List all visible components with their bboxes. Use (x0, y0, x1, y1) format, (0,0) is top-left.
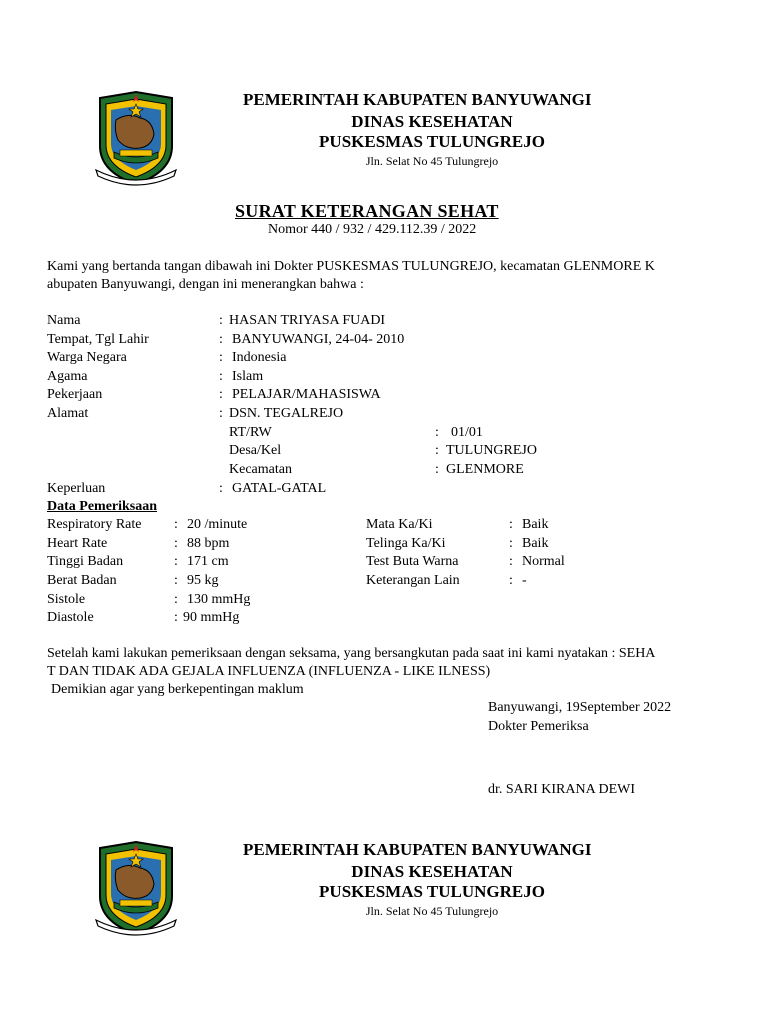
exam-separator: : (509, 554, 513, 569)
purpose-row (0, 481, 768, 499)
letterhead-line-1: PEMERINTAH KABUPATEN BANYUWANGI (243, 840, 592, 859)
field-separator: : (219, 332, 223, 347)
field-label: Nama (47, 313, 81, 328)
intro-line-1: Kami yang bertanda tangan dibawah ini Dokter PUSKESMAS TULUNGREJO, kecamatan GLENMORE K (47, 259, 655, 274)
field-separator: : (219, 313, 223, 328)
identity-row-birth (0, 332, 768, 350)
exam-separator: : (174, 592, 178, 607)
identity-row-address (0, 406, 768, 424)
conclusion-line-2: T DAN TIDAK ADA GEJALA INFLUENZA (INFLUENZA - LIKE ILNESS) (47, 664, 491, 679)
exam-separator: : (509, 517, 513, 532)
letterhead-address: Jln. Selat No 45 Tulungrejo (365, 904, 499, 918)
exam-separator: : (174, 536, 178, 551)
exam-separator: : (174, 610, 178, 625)
field-separator: : (435, 425, 439, 440)
exam-heading: Data Pemeriksaan (47, 499, 158, 514)
exam-value: - (522, 573, 527, 588)
document-number: Nomor 440 / 932 / 429.112.39 / 2022 (268, 222, 477, 237)
field-separator: : (435, 462, 439, 477)
exam-value: 88 bpm (187, 536, 230, 551)
letterhead-address: Jln. Selat No 45 Tulungrejo (365, 154, 499, 168)
field-separator: : (219, 350, 223, 365)
field-separator: : (219, 387, 223, 402)
exam-row (0, 536, 768, 554)
field-value: BANYUWANGI, 24-04- 2010 (232, 332, 405, 347)
exam-label: Keterangan Lain (366, 573, 460, 588)
identity-row-citizenship (0, 350, 768, 368)
exam-separator: : (174, 573, 178, 588)
identity-row-name (0, 313, 768, 331)
field-separator: : (219, 369, 223, 384)
exam-label: Tinggi Badan (47, 554, 124, 569)
field-value: Indonesia (232, 350, 287, 365)
exam-label: Telinga Ka/Ki (366, 536, 446, 551)
exam-value: 95 kg (187, 573, 219, 588)
identity-row-occupation (0, 387, 768, 405)
field-label: Agama (47, 369, 88, 384)
exam-label: Respiratory Rate (47, 517, 142, 532)
field-separator: : (219, 481, 223, 496)
exam-separator: : (509, 536, 513, 551)
exam-value: 20 /minute (187, 517, 248, 532)
field-label: Warga Negara (47, 350, 127, 365)
signature-place-date: Banyuwangi, 19September 2022 (488, 700, 672, 715)
document-title: SURAT KETERANGAN SEHAT (235, 201, 499, 221)
exam-value: Baik (522, 517, 549, 532)
field-label: RT/RW (229, 425, 272, 440)
field-value: Islam (232, 369, 264, 384)
exam-value: 171 cm (187, 554, 229, 569)
field-label: Pekerjaan (47, 387, 103, 402)
exam-label: Test Buta Warna (366, 554, 459, 569)
exam-row (0, 573, 768, 591)
exam-label: Mata Ka/Ki (366, 517, 433, 532)
field-value: 01/01 (451, 425, 483, 440)
exam-label: Berat Badan (47, 573, 117, 588)
exam-value: 90 mmHg (183, 610, 240, 625)
exam-row (0, 592, 380, 610)
field-label: Keperluan (47, 481, 106, 496)
exam-separator: : (509, 573, 513, 588)
field-value: HASAN TRIYASA FUADI (229, 313, 386, 328)
exam-value: 130 mmHg (187, 592, 251, 607)
field-value: DSN. TEGALREJO (229, 406, 344, 421)
exam-label: Heart Rate (47, 536, 108, 551)
exam-separator: : (174, 517, 178, 532)
exam-label: Diastole (47, 610, 94, 625)
exam-value: Baik (522, 536, 549, 551)
field-separator: : (435, 443, 439, 458)
field-value: GATAL-GATAL (232, 481, 327, 496)
field-label: Alamat (47, 406, 89, 421)
field-value: PELAJAR/MAHASISWA (232, 387, 381, 402)
exam-row (0, 517, 768, 535)
address-row-rtrw (0, 425, 768, 443)
field-label: Tempat, Tgl Lahir (47, 332, 149, 347)
conclusion-line-3: Demikian agar yang berkepentingan maklum (51, 682, 304, 697)
field-value: TULUNGREJO (446, 443, 537, 458)
exam-label: Sistole (47, 592, 86, 607)
address-row-kecamatan (0, 462, 768, 480)
exam-separator: : (174, 554, 178, 569)
field-value: GLENMORE (446, 462, 524, 477)
field-separator: : (219, 406, 223, 421)
letterhead-top (0, 90, 768, 200)
signature-role: Dokter Pemeriksa (488, 719, 589, 734)
letterhead-bottom (0, 840, 768, 950)
letterhead-line-1: PEMERINTAH KABUPATEN BANYUWANGI (243, 90, 592, 109)
letterhead-line-3: PUSKESMAS TULUNGREJO (319, 882, 545, 901)
letterhead-line-2: DINAS KESEHATAN (351, 112, 513, 131)
letterhead-line-3: PUSKESMAS TULUNGREJO (319, 132, 545, 151)
identity-row-religion (0, 369, 768, 387)
signature-name: dr. SARI KIRANA DEWI (488, 782, 635, 797)
exam-row (0, 554, 768, 572)
exam-value: Normal (522, 554, 565, 569)
address-row-desa (0, 443, 768, 461)
letterhead-line-2: DINAS KESEHATAN (351, 862, 513, 881)
exam-row (0, 610, 380, 628)
conclusion-line-1: Setelah kami lakukan pemeriksaan dengan seksama, yang bersangkutan pada saat ini kami nyatakan : SEHA (47, 646, 656, 661)
intro-line-2: abupaten Banyuwangi, dengan ini menerangkan bahwa : (47, 277, 364, 292)
field-label: Kecamatan (229, 462, 292, 477)
field-label: Desa/Kel (229, 443, 282, 458)
